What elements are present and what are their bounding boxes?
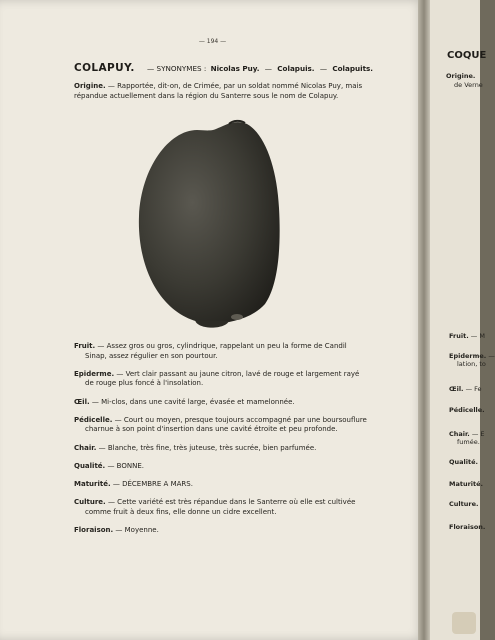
origin-text: — Rapportée, dit-on, de Crimée, par un soldat nommé Nicolas Puy, mais répandue actuellement dans la région du Santerre sous le nom de Colapuy. [74,82,363,100]
field-chair: Chair. — Blanche, très fine, très juteuse, très sucrée, bien parfumée. [74,443,317,452]
next-field-epiderme: Epiderme. — lation, to [449,352,495,368]
next-field-oeil: Œil. — Fe [449,385,482,393]
next-entry-title: COQUE [447,50,487,61]
field-floraison: Floraison. — Moyenne. [74,525,159,534]
field-epiderme: Epiderme. — Vert clair passant au jaune citron, lavé de rouge et largement rayé de rouge plus foncé à l'insolation. [74,369,360,388]
origin-label: Origine. [74,82,106,90]
entry-header [74,62,419,74]
field-qualite: Qualité. — BONNE. [74,461,144,470]
origin-paragraph [74,82,379,101]
next-field-maturite: Maturité. [449,480,484,488]
right-page [430,0,480,640]
next-field-chair: Chair. — E fumée. [449,430,485,446]
field-oeil: Œil. — Mi-clos, dans une cavité large, évasée et mamelonnée. [74,397,295,406]
next-origin-text: de Verne [454,81,483,89]
synonym-1: Nicolas Puy. [210,64,260,73]
next-origin-label: Origine. [446,72,476,80]
next-origin [446,72,486,90]
field-culture: Culture. — Cette variété est très répandue dans le Santerre où elle est cultivée comme fruit à deux fins, elle donne un cidre excellent. [74,498,356,516]
synonym-separator: — [319,64,328,73]
description-fields [74,342,384,544]
field-pedicelle: Pédicelle. — Court ou moyen, presque toujours accompagné par une boursouflure charnue à son point d'insertion dans une cavité étroite et peu profonde. [74,415,367,434]
synonym-2: Colapuis. [277,64,315,73]
synonym-separator: — [264,64,272,73]
field-maturite: Maturité. — DÉCEMBRE A MARS. [74,479,193,488]
next-field-fruit: Fruit. — M [449,332,485,340]
page-number: — 194 — [198,38,227,45]
synonyms-label: — SYNONYMES : [147,64,207,73]
next-field-floraison: Floraison. [449,523,486,531]
field-fruit: Fruit. — Assez gros ou gros, cylindrique, rappelant un peu la forme de Candil Sinap, assez régulier en son pourtour. [74,342,347,360]
next-field-culture: Culture. [449,500,479,508]
book-gutter [418,0,430,640]
next-field-pedicelle: Pédicelle. [449,406,485,414]
watermark-logo [452,612,476,634]
next-field-qualite: Qualité. [449,458,478,466]
apple-illustration [137,116,281,334]
synonym-3: Colapuits. [332,64,374,73]
entry-title: COLAPUY. [74,62,135,74]
